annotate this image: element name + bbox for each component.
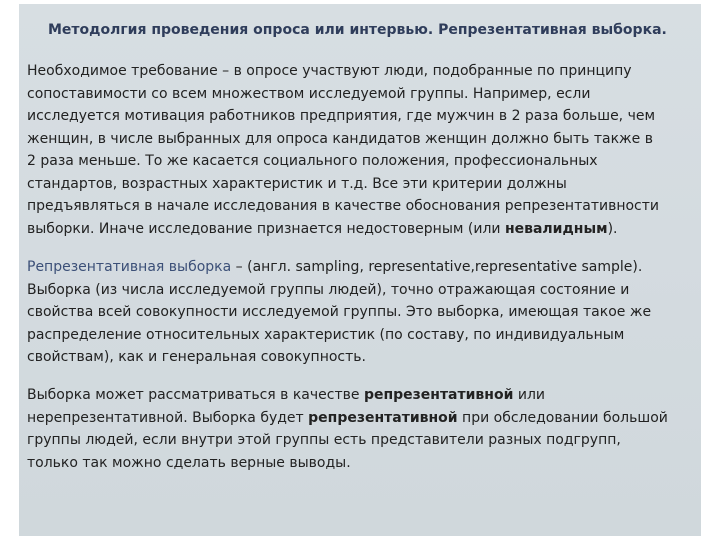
text-line: Выборка (из числа исследуемой группы людей), точно отражающая состояние и xyxy=(27,281,630,298)
paragraph-requirement xyxy=(27,60,695,240)
text-line: 2 раза меньше. То же касается социального положения, профессиональных xyxy=(27,153,598,169)
text-line: сопоставимости со всем множеством исследуемой группы. Например, если xyxy=(27,85,591,102)
text-fragment: – (англ. sampling, representative,representative sample). xyxy=(231,259,643,275)
text-fragment: или xyxy=(513,387,546,403)
text-fragment: выборки. Иначе исследование признается недостоверным (или xyxy=(27,220,505,237)
text-fragment: при обследовании большой xyxy=(457,409,668,426)
text-line: только так можно сделать верные выводы. xyxy=(27,454,351,471)
paragraph-conclusion xyxy=(27,384,695,474)
bold-term-representative: репрезентативной xyxy=(308,409,458,426)
text-fragment: Выборка может рассматриваться в качестве xyxy=(27,387,364,403)
text-line: женщин, в числе выбранных для опроса кандидатов женщин должно быть также в xyxy=(27,130,653,147)
text-line xyxy=(27,407,695,430)
text-line xyxy=(27,384,695,407)
text-line: исследуется мотивация работников предприятия, где мужчин в 2 раза больше, чем xyxy=(27,108,656,124)
text-fragment: ). xyxy=(607,220,618,237)
text-line: группы людей, если внутри этой группы есть представители разных подгрупп, xyxy=(27,432,621,448)
paragraph-definition xyxy=(27,256,695,369)
text-line: распределение относительных характеристик (по составу, по индивидуальным xyxy=(27,326,625,343)
text-line: свойства всей совокупности исследуемой группы. Это выборка, имеющая такое же xyxy=(27,304,652,320)
text-line xyxy=(27,218,695,241)
text-fragment: нерепрезентативной. Выборка будет xyxy=(27,409,309,426)
slide-title: Методолгия проведения опроса или интервью. Репрезентативная выборка. xyxy=(48,22,667,38)
text-line: стандартов, возрастных характеристик и т.д. Все эти критерии должны xyxy=(27,175,567,192)
term-representative-sample: Репрезентативная выборка xyxy=(27,259,232,275)
bold-term-representative: репрезентативной xyxy=(363,387,514,403)
text-line: предъявляться в начале исследования в качестве обоснования репрезентативности xyxy=(27,198,659,214)
bold-term-invalid: невалидным xyxy=(504,220,608,237)
text-line: свойствам), как и генеральная совокупность. xyxy=(27,349,366,365)
text-line xyxy=(27,256,695,279)
text-line: Необходимое требование – в опросе участвуют люди, подобранные по принципу xyxy=(27,63,632,79)
